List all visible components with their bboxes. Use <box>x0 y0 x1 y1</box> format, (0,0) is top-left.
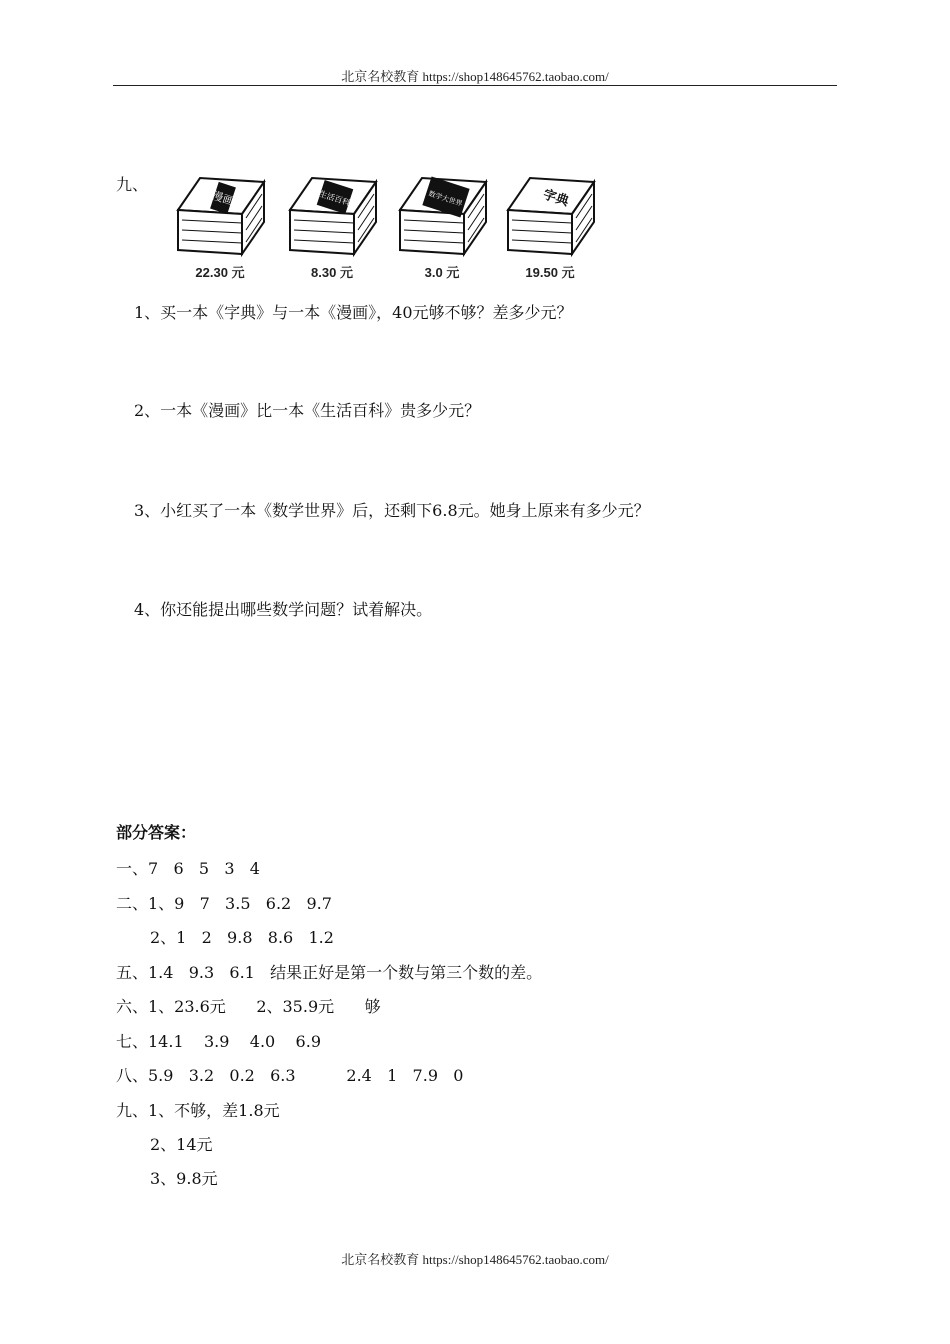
section-number: 九、 <box>116 175 149 194</box>
book-icon <box>500 168 600 260</box>
answer-line: 二、1、9 7 3.5 6.2 9.7 <box>116 894 332 913</box>
answer-line: 2、1 2 9.8 8.6 1.2 <box>150 928 334 947</box>
book-spine-text: 生活百科 <box>317 189 352 208</box>
book-zidian <box>500 168 600 286</box>
book-price: 3.0 元 <box>424 265 460 280</box>
book-spine-text: 数学大世界 <box>427 189 464 209</box>
book-shuxue-dashijie <box>392 168 492 286</box>
book-icon <box>170 168 270 260</box>
answers-title: 部分答案： <box>116 823 197 842</box>
book-spine-text: 字典 <box>541 187 571 210</box>
book-price: 8.30 元 <box>311 265 353 280</box>
book-price: 22.30 元 <box>195 265 245 280</box>
answer-line: 九、1、不够，差1.8元 <box>116 1101 280 1120</box>
book-manhua <box>170 168 270 286</box>
answer-line: 2、14元 <box>150 1135 213 1154</box>
question-4: 4、你还能提出哪些数学问题？试着解决。 <box>134 600 433 619</box>
book-shenghuo-baike <box>282 168 382 286</box>
book-illustrations <box>170 168 590 286</box>
answer-line: 3、9.8元 <box>150 1169 218 1188</box>
book-spine-text: 漫画 <box>210 188 236 209</box>
question-1: 1、买一本《字典》与一本《漫画》，40元够不够？差多少元？ <box>134 303 573 322</box>
question-3: 3、小红买了一本《数学世界》后，还剩下6.8元。她身上原来有多少元？ <box>134 501 650 520</box>
answer-line: 八、5.9 3.2 0.2 6.3 2.4 1 7.9 0 <box>116 1066 464 1085</box>
header-divider <box>113 85 837 86</box>
answer-line: 七、14.1 3.9 4.0 6.9 <box>116 1032 321 1051</box>
page-header: 北京名校教育 https://shop148645762.taobao.com/ <box>341 69 609 84</box>
book-price: 19.50 元 <box>525 265 575 280</box>
answer-line: 六、1、23.6元 2、35.9元 够 <box>116 997 381 1016</box>
question-2: 2、一本《漫画》比一本《生活百科》贵多少元？ <box>134 401 481 420</box>
book-icon <box>392 168 492 260</box>
answer-line: 五、1.4 9.3 6.1 结果正好是第一个数与第三个数的差。 <box>116 963 543 982</box>
book-icon <box>282 168 382 260</box>
answer-line: 一、7 6 5 3 4 <box>116 859 260 878</box>
page-footer: 北京名校教育 https://shop148645762.taobao.com/ <box>341 1252 609 1267</box>
